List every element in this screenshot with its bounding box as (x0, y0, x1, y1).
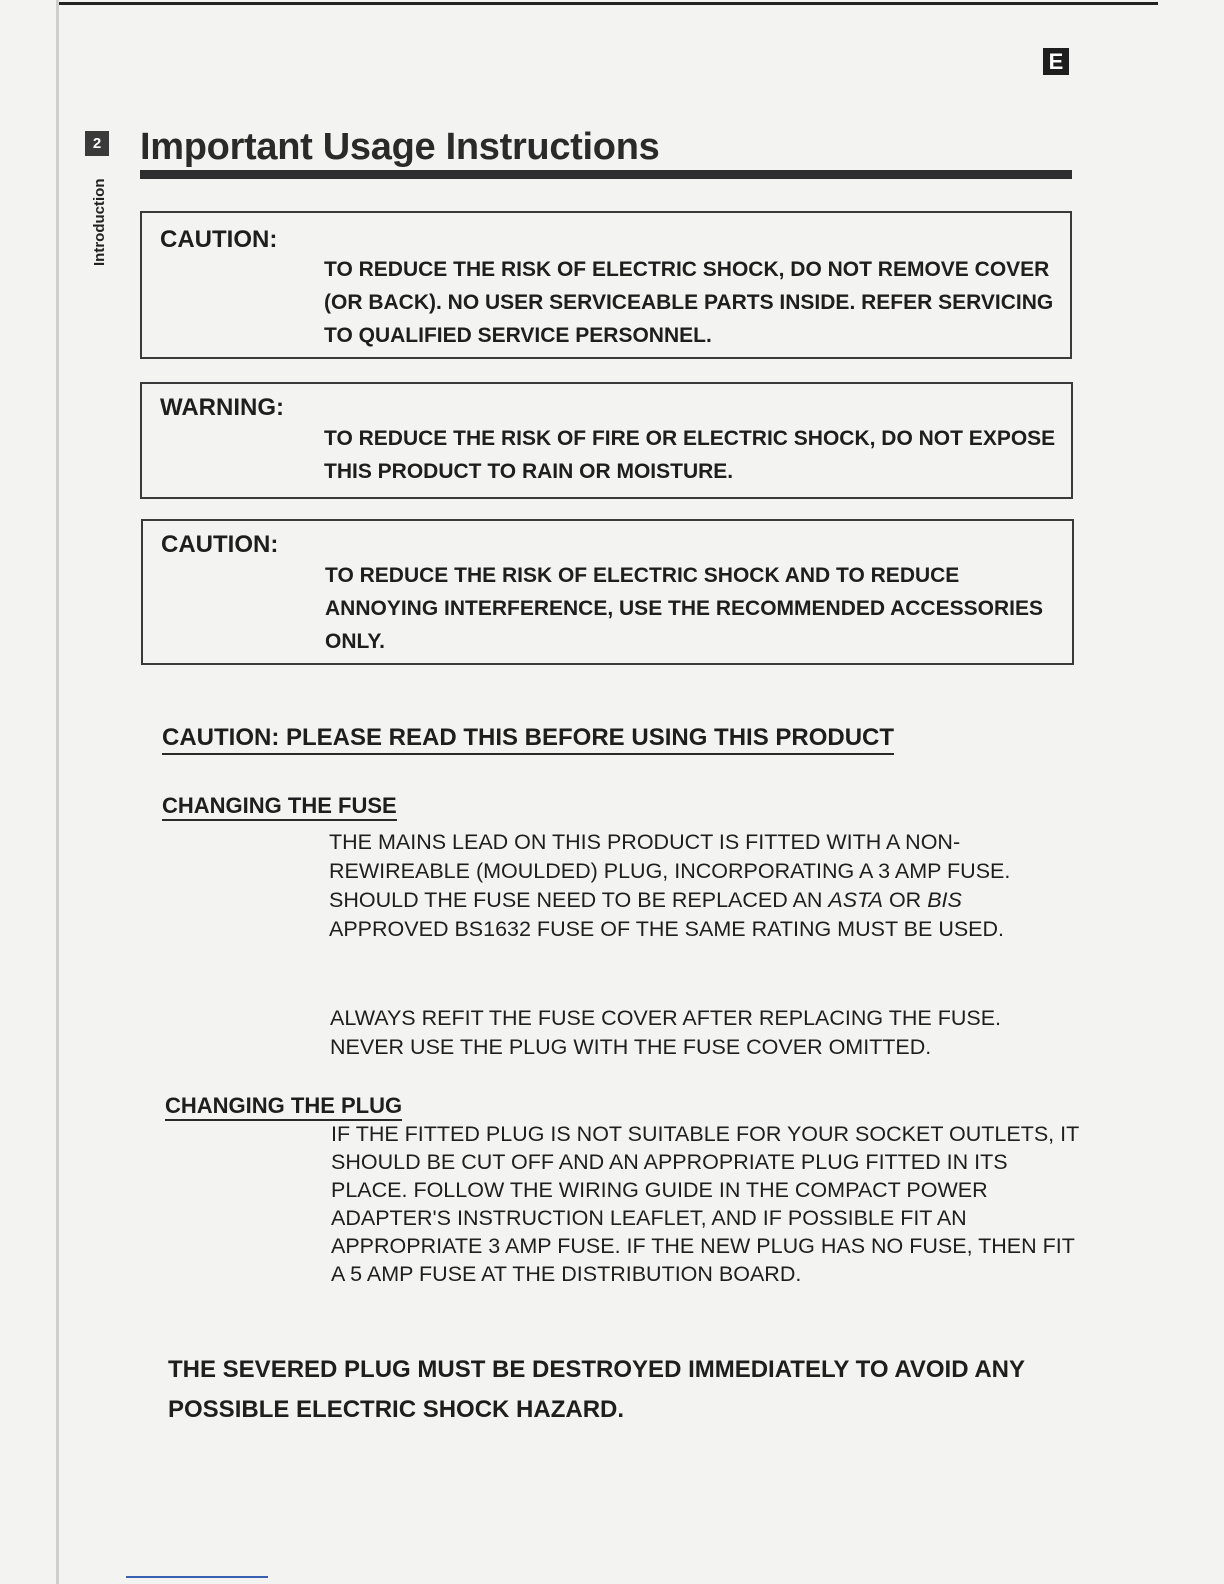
notice-label: WARNING: (160, 394, 284, 421)
fuse-text-c: APPROVED BS1632 FUSE OF THE SAME RATING MUST BE USED. (329, 917, 1005, 941)
changing-plug-heading: CHANGING THE PLUG (165, 1093, 402, 1121)
top-border-rule (58, 2, 1158, 5)
warning-box (140, 382, 1073, 499)
page-binding-edge (56, 0, 59, 1584)
notice-label: CAUTION: (160, 226, 278, 253)
language-badge: E (1043, 48, 1069, 75)
fuse-text-b: OR (882, 888, 928, 912)
caution-box-2 (141, 519, 1074, 665)
notice-label: CAUTION: (161, 531, 279, 558)
page-number: 2 (85, 131, 109, 156)
plug-paragraph: IF THE FITTED PLUG IS NOT SUITABLE FOR YOUR SOCKET OUTLETS, IT SHOULD BE CUT OFF AND AN APPROPRIATE PLUG FITTED IN ITS PLACE. FOLLOW THE WIRING GUIDE IN THE COMPACT POWER ADAPTER'S INSTRUCTION LEAFLET, AND IF POSSIBLE FIT AN APPROPRIATE 3 AMP FUSE. IF THE NEW PLUG HAS NO FUSE, THEN FIT A 5 AMP FUSE AT THE DISTRIBUTION BOARD. (331, 1122, 1079, 1286)
bottom-edge-mark (126, 1576, 268, 1578)
section-tab-label: Introduction (91, 178, 108, 266)
read-before-heading: CAUTION: PLEASE READ THIS BEFORE USING THIS PRODUCT (162, 724, 894, 755)
fuse-text-a: THE MAINS LEAD ON THIS PRODUCT IS FITTED WITH A NON-REWIREABLE (MOULDED) PLUG, INCORPORATING A 3 AMP FUSE. SHOULD THE FUSE NEED TO BE REPLACED AN (329, 830, 1011, 912)
notice-text: TO REDUCE THE RISK OF ELECTRIC SHOCK, DO NOT REMOVE COVER (OR BACK). NO USER SERVICEABLE PARTS INSIDE. REFER SERVICING TO QUALIFIED SERVICE PERSONNEL. (324, 258, 1054, 347)
title-underline-bar (140, 170, 1072, 179)
caution-box-1 (140, 211, 1072, 359)
changing-fuse-heading: CHANGING THE FUSE (162, 793, 397, 821)
bis-mark: BIS (927, 888, 962, 912)
notice-text: TO REDUCE THE RISK OF FIRE OR ELECTRIC SHOCK, DO NOT EXPOSE THIS PRODUCT TO RAIN OR MOISTURE. (324, 427, 1056, 483)
fuse-paragraph-2: ALWAYS REFIT THE FUSE COVER AFTER REPLACING THE FUSE. NEVER USE THE PLUG WITH THE FUSE COVER OMITTED. (330, 1006, 1002, 1059)
page-title: Important Usage Instructions (140, 126, 660, 168)
fuse-paragraph-1 (329, 828, 1069, 944)
notice-text: TO REDUCE THE RISK OF ELECTRIC SHOCK AND TO REDUCE ANNOYING INTERFERENCE, USE THE RECOMMENDED ACCESSORIES ONLY. (325, 564, 1043, 653)
severed-plug-warning: THE SEVERED PLUG MUST BE DESTROYED IMMEDIATELY TO AVOID ANY POSSIBLE ELECTRIC SHOCK HAZARD. (168, 1356, 1025, 1423)
asta-mark: ASTA (828, 888, 883, 912)
